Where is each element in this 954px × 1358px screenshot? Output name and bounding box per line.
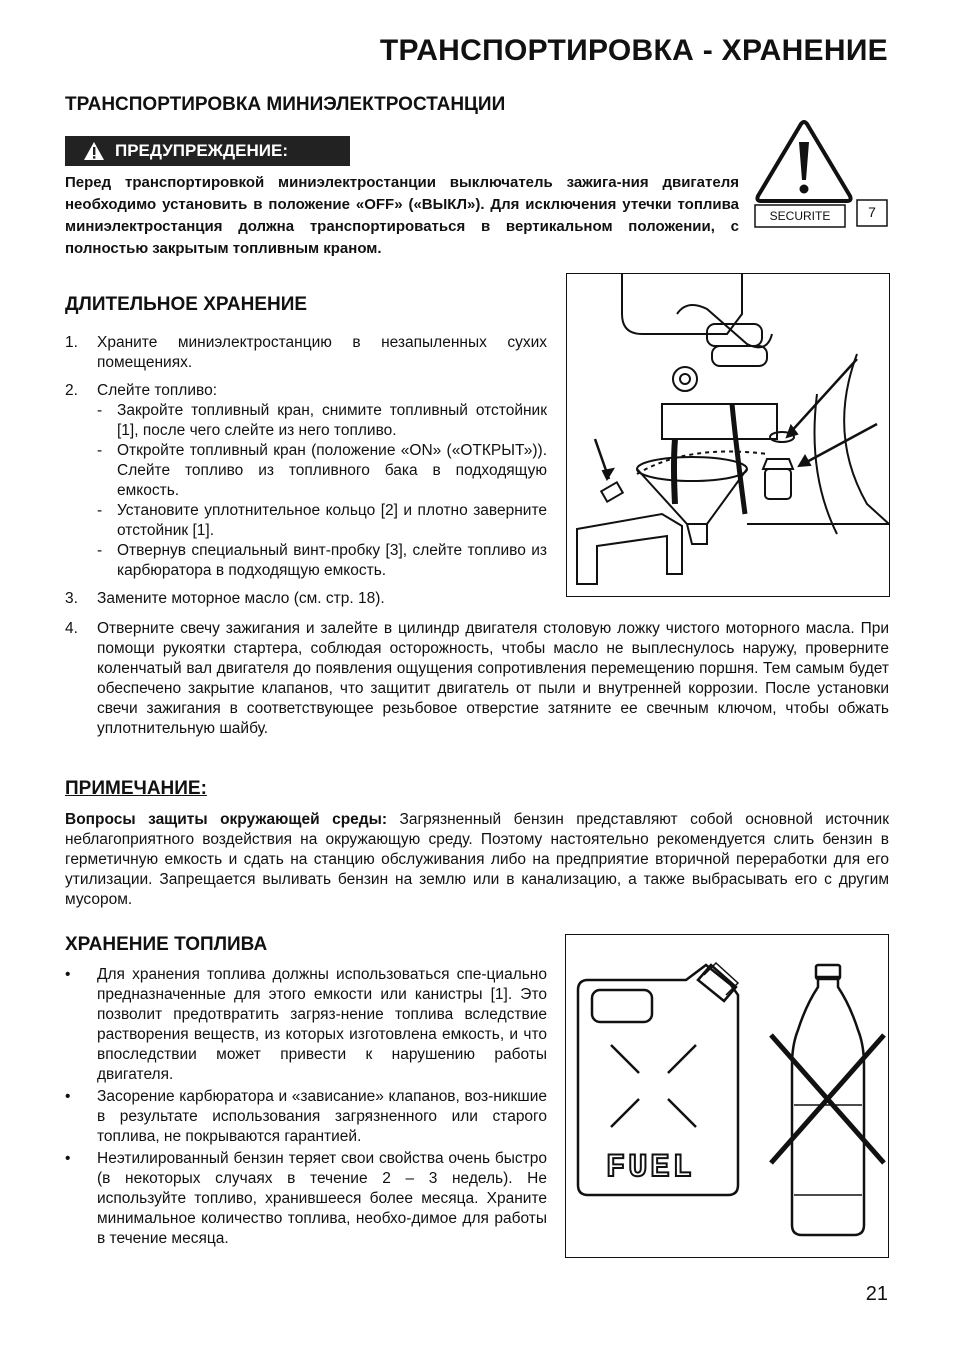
fuel-can-label: FUEL: [606, 1149, 695, 1186]
note-bold: Вопросы защиты окружающей среды:: [65, 811, 388, 828]
list-text: Замените моторное масло (см. стр. 18).: [97, 590, 385, 607]
section-heading-storage: ДЛИТЕЛЬНОЕ ХРАНЕНИЕ: [65, 294, 308, 315]
list-item: [65, 589, 547, 609]
sub-text: Закройте топливный кран, снимите топливный отстойник [1], после чего слейте из него топливо.: [117, 402, 547, 439]
sub-text: Установите уплотнительное кольцо [2] и плотно заверните отстойник [1].: [117, 502, 547, 539]
list-item: [65, 1087, 547, 1147]
storage-list: [65, 333, 547, 617]
bullet: •: [65, 1150, 71, 1167]
note-body: Загрязненный бензин представляют собой основной источник неблагоприятного воздействия на окружающую среду. Поэтому настоятельно рекомендуется слить бензин в герметичную емкость и сдать на станцию обслуживания либо на предприятие вторичной переработки для его утилизации. Запрещается выливать бензин на землю или в канализацию, а также выбрасывать его с другим мусором.: [65, 811, 889, 908]
warning-label: ПРЕДУПРЕЖДЕНИЕ:: [115, 141, 288, 160]
sign-label: SECURITE: [769, 209, 831, 223]
list-item: [65, 619, 889, 739]
list-number: 1.: [65, 334, 78, 351]
bullet: •: [65, 966, 71, 983]
warning-text: Перед транспортировкой миниэлектростанции выключатель зажига-ния двигателя необходимо установить в положение «OFF» («ВЫКЛ»). Для исключения утечки топлива миниэлектростанция должна транспортироваться в вертикальном положении, с полностью закрытым топливным краном.: [65, 174, 739, 257]
sub-text: Отвернув специальный винт-пробку [3], слейте топливо из карбюратора в подходящую емкость.: [117, 542, 547, 579]
list-number: 2.: [65, 382, 78, 399]
sub-item: [97, 401, 547, 441]
note-heading: ПРИМЕЧАНИЕ:: [65, 778, 207, 799]
list-text: Отверните свечу зажигания и залейте в цилиндр двигателя столовую ложку чистого моторного масла. При помощи рукоятки стартера, соблюдая осторожность, чтобы масло не выплеснулось наружу, проверните коленчатый вал двигателя до появления ощущения сопротивления перемещению поршня. Тем самым будет обеспечено закрытие клапанов, что защитит двигатель от пыли и внутренней коррозии. После установки свечи зажигания в соответствующее резьбовое отверстие затяните ее свечным ключом, чтобы обжать уплотнительную шайбу.: [97, 620, 889, 737]
list-text: Засорение карбюратора и «зависание» клапанов, воз-никшие в результате использования загрязненного или старого топлива, не покрываются гарантией.: [97, 1088, 547, 1145]
page-number: 21: [865, 1283, 888, 1305]
list-number: 4.: [65, 620, 78, 637]
sub-item: [97, 441, 547, 501]
bullet: •: [65, 1088, 71, 1105]
dash: -: [97, 442, 103, 459]
sub-text: Откройте топливный кран (положение «ON» («ОТКРЫТ»)). Слейте топливо из топливного бака в подходящую емкость.: [117, 442, 547, 499]
list-item: [65, 965, 547, 1085]
page-title: ТРАНСПОРТИРОВКА - ХРАНЕНИЕ: [379, 34, 888, 67]
fuel-list: [65, 965, 547, 1251]
carburetor-illustration: [567, 274, 889, 596]
fuel-can-illustration: [566, 935, 888, 1257]
warning-banner: [65, 136, 350, 166]
sign-number: 7: [868, 204, 876, 220]
fuel-storage-figure: [565, 934, 889, 1258]
list-text: Неэтилированный бензин теряет свои свойства очень быстро (в некоторых случаях в течение 2 – 3 недель). Не используйте топливо, хранившееся более месяца. Храните минимальное количество топлива, необхо-димое для работы в течение месяца.: [97, 1150, 547, 1247]
note-text: [65, 810, 889, 910]
section-heading-transport: ТРАНСПОРТИРОВКА МИНИЭЛЕКТРОСТАНЦИИ: [65, 94, 506, 115]
list-text: Слейте топливо:: [97, 382, 217, 399]
dash: -: [97, 542, 103, 559]
list-number: 3.: [65, 590, 78, 607]
list-item: [65, 381, 547, 581]
dash: -: [97, 402, 103, 419]
section-heading-fuel: ХРАНЕНИЕ ТОПЛИВА: [65, 934, 268, 955]
sub-item: [97, 501, 547, 541]
dash: -: [97, 502, 103, 519]
list-text: Храните миниэлектростанцию в незапыленных сухих помещениях.: [97, 334, 547, 371]
list-text: Для хранения топлива должны использоваться спе-циально предназначенные для этого емкости или канистры [1]. Это позволит предотвратить загряз-нение топлива вследствие растворения веществ, из которых изготовлена емкость, и что впоследствии может привести к нарушению работы двигателя.: [97, 966, 547, 1083]
securite-sign: [750, 118, 890, 234]
sub-item: [97, 541, 547, 581]
carburetor-drain-figure: [566, 273, 890, 597]
list-item-4: [65, 619, 889, 747]
list-item: [65, 1149, 547, 1249]
list-item: [65, 333, 547, 373]
warning-icon: [83, 141, 105, 161]
